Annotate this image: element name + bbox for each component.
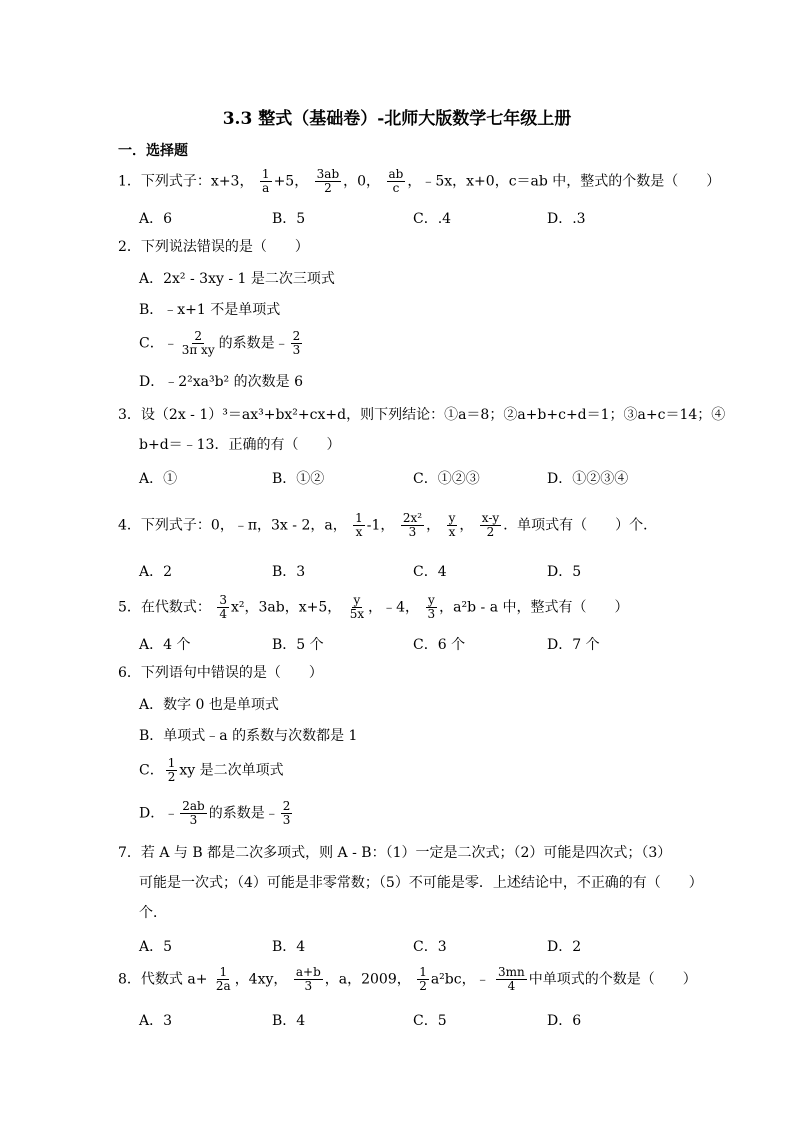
question-2-stem: 2．下列说法错误的是（ ）	[118, 239, 309, 255]
option-c[interactable]: C．.4	[413, 211, 452, 227]
question-4-stem: 4．下列式子：0，﹣π，3x - 2，a， $\frac{1}{x}$ -1， $\frac{\text{2x²}}{3}$ ， $\frac{y}{x}$ ， $\frac{x-y}{2}$ ．单项式有（ ）个．	[118, 511, 658, 539]
page-title: 3.3 整式（基础卷）-北师大版数学七年级上册	[222, 109, 572, 129]
fraction: $\frac{2}{\text{3π xy}}$	[181, 329, 215, 357]
option-c[interactable]: C．5	[413, 1013, 447, 1029]
fraction: $\frac{1}{2a}$	[215, 965, 231, 993]
fraction: $\frac{\text{2x²}}{3}$	[402, 511, 423, 539]
fraction: $\frac{2}{3}$	[292, 329, 301, 357]
section-heading: 一．选择题	[118, 143, 188, 159]
question-3-line-1: 3．设（2x - 1）³＝ax³+bx²+cx+d，则下列结论：①a＝8；②a+b+c+d＝1；③a+c＝14；④	[118, 407, 726, 423]
question-6-stem: 6．下列语句中错误的是（ ）	[118, 665, 323, 681]
fraction: $\frac{3mn}{4}$	[498, 965, 525, 993]
fraction: $\frac{2ab}{3}$	[182, 799, 205, 827]
fraction: $\frac{3}{4}$	[219, 593, 228, 621]
fraction: $\frac{ab}{c}$	[388, 167, 404, 195]
fraction: $\frac{y}{x}$	[448, 511, 456, 539]
fraction: $\frac{x-y}{2}$	[481, 511, 500, 539]
option-a[interactable]: A．3	[139, 1013, 173, 1029]
option-c[interactable]: C．﹣ $\frac{2}{\text{3π xy}}$ 的系数是﹣ $\frac{2}{3}$	[139, 329, 301, 357]
option-b[interactable]: B．﹣x+1 不是单项式	[139, 302, 281, 318]
option-b[interactable]: B．3	[272, 564, 306, 580]
option-d[interactable]: D．5	[547, 564, 582, 580]
option-a[interactable]: A．5	[139, 939, 173, 955]
option-c[interactable]: C． $\frac{1}{2}$ xy 是二次单项式	[139, 756, 284, 784]
option-d[interactable]: D．.3	[547, 211, 586, 227]
fraction: $\frac{a+b}{3}$	[295, 965, 321, 993]
fraction: $\frac{1}{a}$	[261, 167, 270, 195]
option-a[interactable]: A．6	[139, 211, 173, 227]
fraction: $\frac{y}{5x}$	[349, 593, 365, 621]
fraction: $\frac{3ab}{2}$	[316, 167, 340, 195]
option-d[interactable]: D．﹣ $\frac{2ab}{3}$ 的系数是﹣ $\frac{2}{3}$	[139, 799, 291, 827]
option-c[interactable]: C．4	[413, 564, 447, 580]
option-b[interactable]: B．4	[272, 1013, 306, 1029]
question-7-line-1: 7．若 A 与 B 都是二次多项式，则 A - B：（1）一定是二次式；（2）可能是四次式；（3）	[118, 845, 672, 861]
option-a[interactable]: A．4 个	[139, 637, 191, 653]
option-d[interactable]: D．①②③④	[547, 471, 629, 487]
question-7-line-3: 个．	[139, 905, 167, 921]
option-d[interactable]: D．﹣2²xa³b² 的次数是 6	[139, 374, 303, 390]
option-d[interactable]: D．7 个	[547, 637, 600, 653]
option-c[interactable]: C．①②③	[413, 471, 480, 487]
option-b[interactable]: B．单项式﹣a 的系数与次数都是 1	[139, 728, 358, 744]
question-8-stem: 8．代数式 a+ $\frac{1}{2a}$ ，4xy， $\frac{a+b}{3}$ ，a，2009， $\frac{1}{2}$ a²bc，﹣ $\frac{3mn}{4}$ 中单项式的个数是（ ）	[118, 965, 697, 993]
fraction: $\frac{1}{2}$	[167, 756, 176, 784]
option-a[interactable]: A．2	[139, 564, 173, 580]
option-b[interactable]: B．5 个	[272, 637, 324, 653]
option-a[interactable]: A．2x² - 3xy - 1 是二次三项式	[139, 271, 335, 287]
option-a[interactable]: A．①	[139, 471, 178, 487]
fraction: $\frac{2}{3}$	[282, 799, 291, 827]
fraction: $\frac{y}{3}$	[427, 593, 436, 621]
option-d[interactable]: D．2	[547, 939, 582, 955]
fraction: $\frac{1}{x}$	[355, 511, 363, 539]
fraction: $\frac{1}{2}$	[419, 965, 427, 993]
question-3-line-2: b+d＝﹣13．正确的有（ ）	[139, 437, 341, 453]
option-d[interactable]: D．6	[547, 1013, 582, 1029]
option-b[interactable]: B．4	[272, 939, 306, 955]
question-7-line-2: 可能是一次式；（4）可能是非零常数；（5）不可能是零．上述结论中，不正确的有（ ）	[139, 875, 703, 891]
option-c[interactable]: C．3	[413, 939, 447, 955]
option-c[interactable]: C．6 个	[413, 637, 466, 653]
question-1-stem: 1．下列式子：x+3， $\frac{1}{a}$ +5， $\frac{3ab}{2}$ ，0， $\frac{ab}{c}$ ，﹣5x，x+0，c＝ab 中，整式的个数是（ ）	[118, 167, 721, 195]
option-a[interactable]: A．数字 0 也是单项式	[139, 697, 279, 713]
option-b[interactable]: B．①②	[272, 471, 325, 487]
question-5-stem: 5．在代数式： $\frac{3}{4}$ x²，3ab，x+5， $\frac{y}{5x}$ ，﹣4， $\frac{y}{3}$ ，a²b - a 中，整式有（ ）	[118, 593, 629, 621]
option-b[interactable]: B．5	[272, 211, 306, 227]
